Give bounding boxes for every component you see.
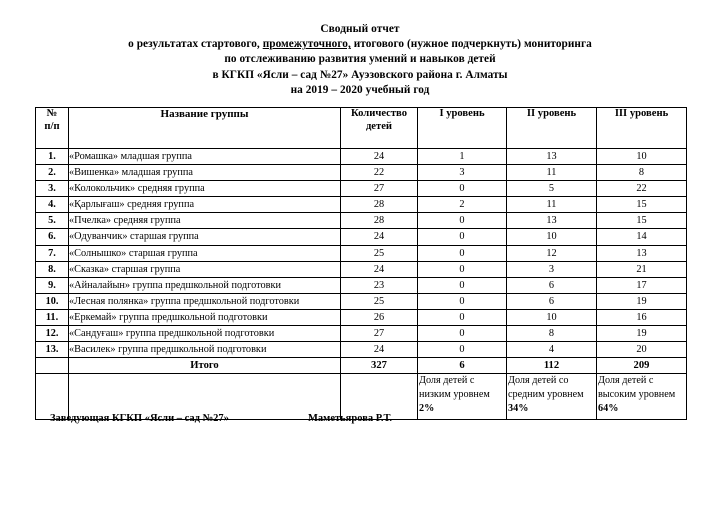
title-line-2-after: итогового (нужное подчеркнуть) мониторинга	[350, 38, 592, 51]
total-label: Итого	[69, 358, 341, 374]
row-level-3: 19	[597, 326, 687, 342]
title-line-2	[0, 37, 720, 52]
row-level-1: 0	[418, 309, 507, 325]
header-cell-level-3: III уровень	[597, 108, 687, 149]
row-child-count: 27	[341, 181, 418, 197]
title-line-2-before: о результатах стартового,	[128, 38, 263, 51]
report-table-wrapper	[35, 107, 686, 420]
row-level-3: 13	[597, 245, 687, 261]
row-child-count: 25	[341, 293, 418, 309]
row-level-1: 0	[418, 245, 507, 261]
table-row	[36, 342, 687, 358]
row-level-2: 3	[507, 261, 597, 277]
monitoring-report-table	[35, 107, 687, 420]
row-level-1: 1	[418, 149, 507, 165]
row-level-2: 8	[507, 326, 597, 342]
table-row	[36, 277, 687, 293]
row-level-1: 0	[418, 293, 507, 309]
table-body	[36, 149, 687, 420]
row-child-count: 27	[341, 326, 418, 342]
table-row	[36, 293, 687, 309]
row-level-2: 10	[507, 309, 597, 325]
row-child-count: 24	[341, 149, 418, 165]
row-group-name: «Вишенка» младшая группа	[69, 165, 341, 181]
table-header	[36, 108, 687, 149]
title-line-4: в КГКП «Ясли – сад №27» Ауэзовского района г. Алматы	[212, 68, 508, 81]
row-child-count: 28	[341, 197, 418, 213]
header-cell-count	[341, 108, 418, 149]
header-number-line2: п/п	[44, 120, 60, 132]
header-cell-group-name: Название группы	[69, 108, 341, 149]
share-level-3-value: 64%	[598, 402, 619, 414]
row-level-3: 15	[597, 213, 687, 229]
row-child-count: 25	[341, 245, 418, 261]
row-level-3: 21	[597, 261, 687, 277]
row-child-count: 26	[341, 309, 418, 325]
table-row	[36, 326, 687, 342]
title-line-2-underlined: промежуточного,	[262, 38, 351, 51]
row-level-3: 15	[597, 197, 687, 213]
row-level-2: 6	[507, 277, 597, 293]
row-group-name: «Сандуғаш» группа предшкольной подготовки	[69, 326, 341, 342]
row-number: 13.	[36, 342, 69, 358]
signature-block	[0, 413, 720, 433]
row-level-1: 0	[418, 326, 507, 342]
title-line-1: Сводный отчет	[320, 23, 400, 35]
row-number: 11.	[36, 309, 69, 325]
row-group-name: «Одуванчик» старшая группа	[69, 229, 341, 245]
table-row	[36, 181, 687, 197]
row-child-count: 24	[341, 261, 418, 277]
row-group-name: «Колокольчик» средняя группа	[69, 181, 341, 197]
row-group-name: «Еркемай» группа предшкольной подготовки	[69, 309, 341, 325]
row-child-count: 24	[341, 229, 418, 245]
total-level-3: 209	[597, 358, 687, 374]
row-level-3: 10	[597, 149, 687, 165]
row-level-1: 0	[418, 229, 507, 245]
row-level-1: 0	[418, 213, 507, 229]
table-row	[36, 149, 687, 165]
header-count-line2: детей	[365, 120, 393, 132]
signature-name: Маметьярова Р.Т.	[308, 413, 393, 424]
row-child-count: 22	[341, 165, 418, 181]
row-level-1: 0	[418, 342, 507, 358]
table-row	[36, 245, 687, 261]
share-level-2-value: 34%	[508, 402, 529, 414]
row-level-2: 6	[507, 293, 597, 309]
row-level-1: 0	[418, 277, 507, 293]
table-header-row	[36, 108, 687, 149]
row-level-1: 3	[418, 165, 507, 181]
total-level-2: 112	[507, 358, 597, 374]
document-title-block	[0, 22, 720, 98]
row-number: 6.	[36, 229, 69, 245]
row-child-count: 28	[341, 213, 418, 229]
header-number-line1: №	[46, 108, 58, 119]
row-level-2: 13	[507, 213, 597, 229]
table-total-row	[36, 358, 687, 374]
header-count-line1: Количество	[350, 108, 407, 119]
table-row	[36, 309, 687, 325]
table-row	[36, 213, 687, 229]
row-number: 4.	[36, 197, 69, 213]
row-child-count: 24	[341, 342, 418, 358]
row-group-name: «Пчелка» средняя группа	[69, 213, 341, 229]
row-number: 5.	[36, 213, 69, 229]
table-row	[36, 261, 687, 277]
row-level-2: 5	[507, 181, 597, 197]
row-child-count: 23	[341, 277, 418, 293]
row-group-name: «Қарлығаш» средняя группа	[69, 197, 341, 213]
row-level-2: 11	[507, 197, 597, 213]
row-number: 7.	[36, 245, 69, 261]
row-level-3: 22	[597, 181, 687, 197]
row-level-3: 14	[597, 229, 687, 245]
header-cell-number	[36, 108, 69, 149]
row-group-name: «Василек» группа предшкольной подготовки	[69, 342, 341, 358]
row-number: 12.	[36, 326, 69, 342]
share-level-1-label: Доля детей с низким уровнем	[419, 375, 490, 400]
share-level-2-label: Доля детей со средним уровнем	[508, 375, 584, 400]
share-level-3-label: Доля детей с высоким уровнем	[598, 375, 676, 400]
share-level-1-value: 2%	[419, 402, 435, 414]
row-number: 10.	[36, 293, 69, 309]
row-group-name: «Ромашка» младшая группа	[69, 149, 341, 165]
header-cell-level-2: II уровень	[507, 108, 597, 149]
row-level-1: 0	[418, 261, 507, 277]
row-number: 1.	[36, 149, 69, 165]
row-level-2: 13	[507, 149, 597, 165]
total-number-cell	[36, 358, 69, 374]
header-cell-level-1: I уровень	[418, 108, 507, 149]
row-level-3: 19	[597, 293, 687, 309]
row-level-1: 0	[418, 181, 507, 197]
title-line-3: по отслеживанию развития умений и навыков детей	[224, 53, 496, 66]
row-level-2: 12	[507, 245, 597, 261]
row-group-name: «Сказка» старшая группа	[69, 261, 341, 277]
row-level-1: 2	[418, 197, 507, 213]
table-row	[36, 165, 687, 181]
row-level-2: 11	[507, 165, 597, 181]
row-level-3: 20	[597, 342, 687, 358]
signature-role: Заведующая КГКП «Ясли – сад №27»	[50, 413, 229, 424]
row-level-3: 17	[597, 277, 687, 293]
row-number: 9.	[36, 277, 69, 293]
row-number: 8.	[36, 261, 69, 277]
row-group-name: «Лесная полянка» группа предшкольной подготовки	[69, 293, 341, 309]
table-row	[36, 229, 687, 245]
title-line-5: на 2019 – 2020 учебный год	[290, 83, 430, 96]
row-level-3: 8	[597, 165, 687, 181]
row-number: 3.	[36, 181, 69, 197]
table-row	[36, 197, 687, 213]
row-level-3: 16	[597, 309, 687, 325]
row-group-name: «Айналайын» группа предшкольной подготовки	[69, 277, 341, 293]
total-child-count: 327	[341, 358, 418, 374]
row-group-name: «Солнышко» старшая группа	[69, 245, 341, 261]
row-level-2: 10	[507, 229, 597, 245]
row-level-2: 4	[507, 342, 597, 358]
total-level-1: 6	[418, 358, 507, 374]
row-number: 2.	[36, 165, 69, 181]
